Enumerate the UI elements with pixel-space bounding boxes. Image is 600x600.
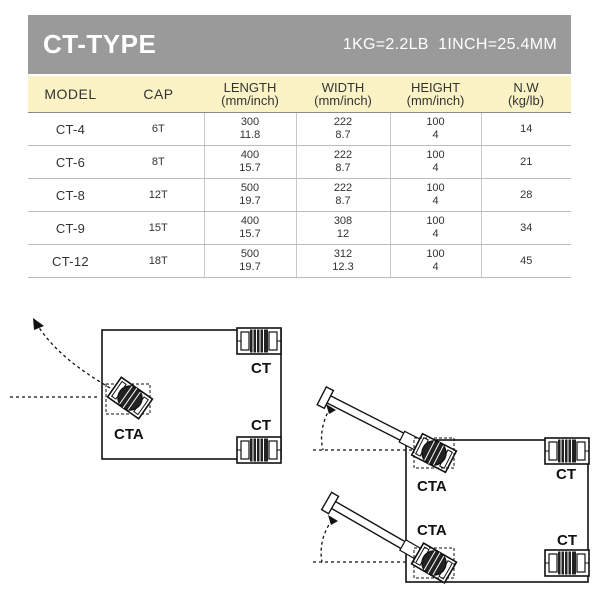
- header-cap: CAP: [113, 76, 204, 113]
- ct-dolly-top: [545, 438, 589, 464]
- cell-model: CT-9: [28, 212, 113, 245]
- cell-height: 100 4: [390, 113, 481, 146]
- cell-cap: 15T: [113, 212, 204, 245]
- cell-length: 400 15.7: [204, 212, 296, 245]
- swing-arc: [322, 408, 330, 450]
- cell-width: 222 8.7: [296, 179, 390, 212]
- cell-cap: 8T: [113, 146, 204, 179]
- handle-upper: [316, 385, 456, 472]
- cell-width: 222 8.7: [296, 146, 390, 179]
- header-model: MODEL: [28, 76, 113, 113]
- cell-nw: 34: [481, 212, 571, 245]
- cell-height: 100 4: [390, 245, 481, 278]
- header-nw: N.W (kg/lb): [481, 76, 571, 113]
- header-height: HEIGHT (mm/inch): [390, 76, 481, 113]
- cell-length: 500 19.7: [204, 179, 296, 212]
- cell-length: 500 19.7: [204, 245, 296, 278]
- cell-nw: 14: [481, 113, 571, 146]
- label-ct: CT: [251, 417, 271, 434]
- cell-model: CT-12: [28, 245, 113, 278]
- diagram-right: [313, 385, 589, 583]
- ct-dolly-bottom: [545, 550, 589, 576]
- cell-cap: 12T: [113, 179, 204, 212]
- cell-nw: 21: [481, 146, 571, 179]
- cell-height: 100 4: [390, 146, 481, 179]
- cell-height: 100 4: [390, 179, 481, 212]
- cell-width: 312 12.3: [296, 245, 390, 278]
- cell-cap: 6T: [113, 113, 204, 146]
- page-title: CT-TYPE: [43, 29, 157, 59]
- arrow-head-icon: [33, 318, 44, 330]
- label-ct: CT: [556, 466, 576, 483]
- cell-model: CT-6: [28, 146, 113, 179]
- label-cta: CTA: [114, 426, 144, 443]
- cell-width: 308 12: [296, 212, 390, 245]
- cell-model: CT-8: [28, 179, 113, 212]
- header-width: WIDTH (mm/inch): [296, 76, 390, 113]
- ct-dolly-bottom: [237, 437, 281, 463]
- label-ct: CT: [557, 532, 577, 549]
- label-cta: CTA: [417, 478, 447, 495]
- cell-nw: 45: [481, 245, 571, 278]
- swing-arc: [321, 520, 332, 562]
- cell-model: CT-4: [28, 113, 113, 146]
- diagram-left: [10, 318, 281, 463]
- unit-conversion: 1KG=2.2LB 1INCH=25.4MM: [342, 36, 557, 53]
- cell-length: 300 11.8: [204, 113, 296, 146]
- ct-dolly-top: [237, 328, 281, 354]
- cell-height: 100 4: [390, 212, 481, 245]
- turn-path: [38, 326, 110, 388]
- arrow-head-icon: [328, 515, 338, 525]
- header-length: LENGTH (mm/inch): [204, 76, 296, 113]
- cell-nw: 28: [481, 179, 571, 212]
- cell-width: 222 8.7: [296, 113, 390, 146]
- label-cta: CTA: [417, 522, 447, 539]
- cell-cap: 18T: [113, 245, 204, 278]
- cell-length: 400 15.7: [204, 146, 296, 179]
- label-ct: CT: [251, 360, 271, 377]
